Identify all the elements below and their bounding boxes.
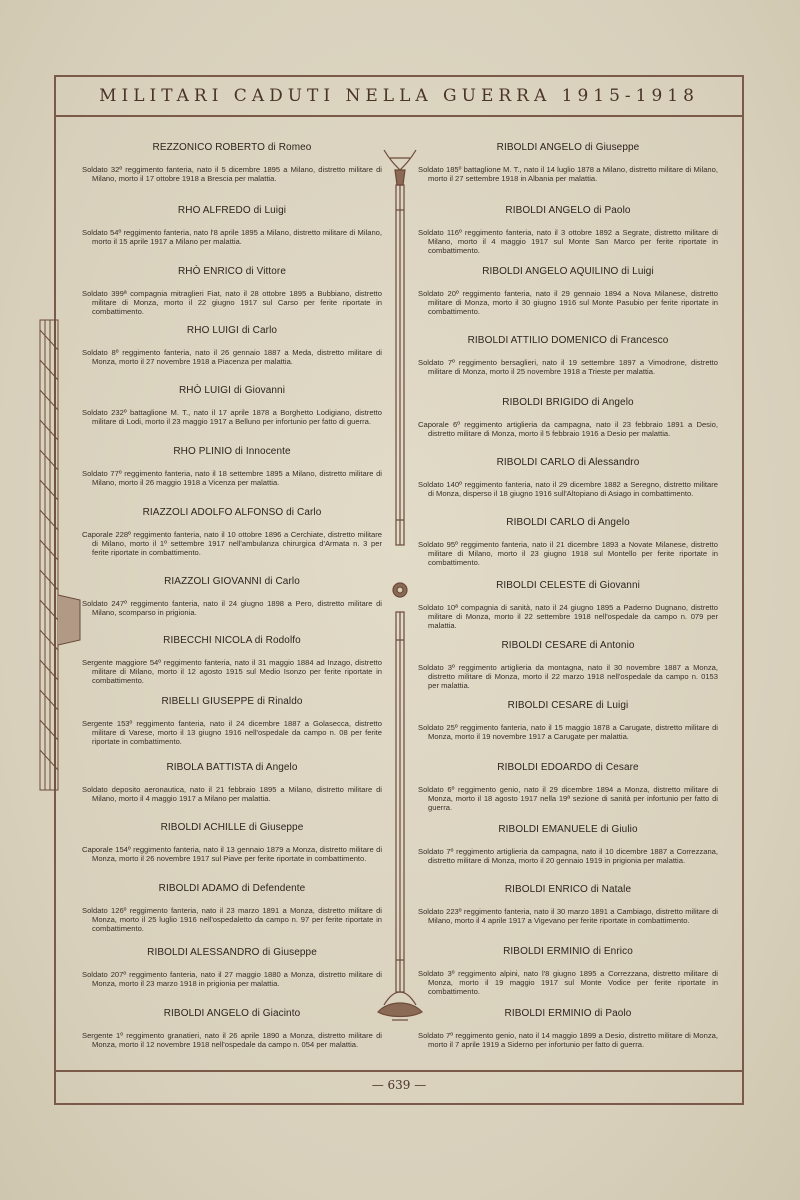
soldier-record: Soldato 126º reggimento fanteria, nato il 23 marzo 1891 a Monza, distretto militare di Monza, morto il 25 luglio 1916 nell'ospedaletto da campo n. 97 per ferite riportate in combattimento. (82, 906, 382, 933)
list-item (418, 640, 718, 690)
soldier-name: RIBOLDI EDOARDO di Cesare (497, 762, 639, 773)
soldier-name: RIBOLDI ENRICO di Natale (504, 884, 632, 895)
soldier-name: RHÒ ENRICO di Vittore (177, 266, 287, 277)
soldier-name: RIBOLDI ADAMO di Defendente (158, 883, 306, 894)
soldier-record: Soldato 8º reggimento fanteria, nato il 26 gennaio 1887 a Meda, distretto militare di Monza, morto il 27 novembre 1918 a Piacenza per malattia. (82, 348, 382, 366)
list-item (418, 205, 718, 255)
list-item (82, 205, 382, 246)
soldier-name: RIBOLDI ANGELO di Giacinto (163, 1008, 301, 1019)
soldier-record: Sergente 153º reggimento fanteria, nato il 24 dicembre 1887 a Golasecca, distretto militare di Varese, morto il 13 giugno 1916 nell'ospedale da campo n. 08 per ferite riportate in combattimento. (82, 719, 382, 746)
soldier-name: RIBELLI GIUSEPPE di Rinaldo (161, 696, 303, 707)
list-item (82, 762, 382, 803)
soldier-name: RIBOLDI CARLO di Alessandro (496, 457, 640, 468)
soldier-name: RIAZZOLI GIOVANNI di Carlo (164, 576, 300, 587)
soldier-record: Soldato 223º reggimento fanteria, nato il 30 marzo 1891 a Cambiago, distretto militare di Milano, morto il 4 aprile 1917 a Vigevano per ferite riportate in combattimento. (418, 907, 718, 925)
soldier-record: Soldato 247º reggimento fanteria, nato il 24 giugno 1898 a Pero, distretto militare di Milano, scomparso in prigionia. (82, 599, 382, 617)
list-item (82, 883, 382, 933)
list-item (82, 822, 382, 863)
soldier-name: RIBOLDI ACHILLE di Giuseppe (160, 822, 304, 833)
soldier-record: Soldato 54º reggimento fanteria, nato l'8 aprile 1895 a Milano, distretto militare di Milano, morto il 15 aprile 1917 a Milano per malattia. (82, 228, 382, 246)
soldier-record: Soldato deposito aeronautica, nato il 21 febbraio 1895 a Milano, distretto militare di Milano, morto il 4 maggio 1917 a Milano per malattia. (82, 785, 382, 803)
soldier-name: RIBOLDI ERMINIO di Enrico (503, 946, 633, 957)
list-item (82, 696, 382, 746)
list-item (82, 947, 382, 988)
soldier-name: RIAZZOLI ADOLFO ALFONSO di Carlo (142, 507, 322, 518)
list-item (418, 397, 718, 438)
soldier-record: Soldato 20º reggimento fanteria, nato il 29 gennaio 1894 a Nova Milanese, distretto militare di Monza, morto il 30 giugno 1916 sul Monte Pasubio per ferite riportate in combattimento. (418, 289, 718, 316)
soldier-name: RIBOLDI ATTILIO DOMENICO di Francesco (467, 335, 669, 346)
list-item (418, 142, 718, 183)
page-number: — 639 — (371, 1078, 427, 1092)
list-item (418, 762, 718, 812)
soldier-record: Soldato 232º battaglione M. T., nato il 17 aprile 1878 a Borghetto Lodigiano, distretto militare di Lodi, morto il 23 maggio 1917 a Belluno per infortunio per fatto di guerra. (82, 408, 382, 426)
list-item (82, 576, 382, 617)
list-item (418, 457, 718, 498)
list-item (82, 325, 382, 366)
soldier-record: Soldato 3º reggimento artiglieria da montagna, nato il 30 novembre 1887 a Monza, distretto militare di Monza, morto il 22 marzo 1918 nell'ospedale da campo n. 0153 per malattia. (418, 663, 718, 690)
soldier-record: Soldato 32º reggimento fanteria, nato il 5 dicembre 1895 a Milano, distretto militare di Milano, morto il 17 ottobre 1918 a Brescia per malattia. (82, 165, 382, 183)
soldier-name: RIBOLDI ANGELO di Paolo (505, 205, 631, 216)
soldier-name: RHO ALFREDO di Luigi (177, 205, 287, 216)
soldier-name: RIBOLA BATTISTA di Angelo (166, 762, 298, 773)
soldier-name: RIBOLDI CESARE di Antonio (501, 640, 635, 651)
soldier-record: Soldato 7º reggimento artiglieria da campagna, nato il 10 dicembre 1887 a Correzzana, distretto militare di Monza, morto il 20 gennaio 1919 in prigionia per malattia. (418, 847, 718, 865)
soldier-name: RIBOLDI ANGELO AQUILINO di Luigi (482, 266, 654, 277)
soldier-name: RIBOLDI ERMINIO di Paolo (504, 1008, 632, 1019)
soldier-name: RHO LUIGI di Carlo (186, 325, 278, 336)
soldier-name: RIBOLDI EMANUELE di Giulio (498, 824, 638, 835)
list-item (82, 385, 382, 426)
list-item (418, 1008, 718, 1049)
soldier-record: Sergente maggiore 54º reggimento fanteria, nato il 31 maggio 1884 ad Inzago, distretto militare di Milano, morto il 12 agosto 1915 sul Medio Isonzo per ferite riportate in combattimento. (82, 658, 382, 685)
list-item (82, 266, 382, 316)
list-item (82, 507, 382, 557)
soldier-name: RIBOLDI CELESTE di Giovanni (496, 580, 640, 591)
list-item (82, 446, 382, 487)
soldier-record: Soldato 77º reggimento fanteria, nato il 18 settembre 1895 a Milano, distretto militare di Milano, morto il 26 maggio 1918 a Vicenza per malattia. (82, 469, 382, 487)
soldier-record: Soldato 10ª compagnia di sanità, nato il 24 giugno 1895 a Paderno Dugnano, distretto militare di Monza, morto il 22 settembre 1918 nell'ospedale da campo n. 079 per malattia. (418, 603, 718, 630)
soldier-record: Soldato 7º reggimento genio, nato il 14 maggio 1899 a Desio, distretto militare di Monza, morto il 7 aprile 1919 a Siderno per infortunio per fatto di guerra. (418, 1031, 718, 1049)
list-item (418, 580, 718, 630)
list-item (82, 635, 382, 685)
soldier-record: Soldato 6º reggimento genio, nato il 29 dicembre 1894 a Monza, distretto militare di Monza, morto il 18 agosto 1917 nella 19ª sezione di sanità per infortunio per fatto di guerra. (418, 785, 718, 812)
soldier-record: Soldato 185º battaglione M. T., nato il 14 luglio 1878 a Milano, distretto militare di Milano, morto il 27 settembre 1918 in Albania per malattia. (418, 165, 718, 183)
soldier-record: Sergente 1º reggimento granatieri, nato il 26 aprile 1890 a Monza, distretto militare di Monza, morto il 12 novembre 1918 nell'ospedale da campo n. 054 per malattia. (82, 1031, 382, 1049)
soldier-record: Soldato 140º reggimento fanteria, nato il 29 dicembre 1882 a Seregno, distretto militare di Monza, disperso il 18 giugno 1916 sull'Altopiano di Asiago in combattimento. (418, 480, 718, 498)
list-item (82, 142, 382, 183)
list-item (418, 824, 718, 865)
soldier-name: RIBOLDI CESARE di Luigi (507, 700, 629, 711)
list-item (418, 884, 718, 925)
list-item (418, 700, 718, 741)
soldier-name: RIBOLDI ANGELO di Giuseppe (496, 142, 640, 153)
soldier-name: RHO PLINIO di Innocente (173, 446, 291, 457)
soldier-name: REZZONICO ROBERTO di Romeo (152, 142, 312, 153)
list-item (418, 946, 718, 996)
page-title: MILITARI CADUTI NELLA GUERRA 1915-1918 (99, 86, 699, 106)
soldier-name: RIBOLDI CARLO di Angelo (506, 517, 630, 528)
list-item (418, 517, 718, 567)
soldier-record: Caporale 6º reggimento artiglieria da campagna, nato il 23 febbraio 1891 a Desio, distretto militare di Monza, morto il 5 febbraio 1916 a Desio per malattia. (418, 420, 718, 438)
soldier-record: Caporale 154º reggimento fanteria, nato il 13 gennaio 1879 a Monza, distretto militare di Monza, morto il 26 novembre 1917 sul Piave per ferite riportate in combattimento. (82, 845, 382, 863)
soldier-record: Soldato 25º reggimento fanteria, nato il 15 maggio 1878 a Carugate, distretto militare di Monza, morto il 19 novembre 1917 a Carugate per malattia. (418, 723, 718, 741)
list-item (418, 335, 718, 376)
soldier-record: Caporale 228º reggimento fanteria, nato il 10 ottobre 1896 a Cerchiate, distretto militare di Milano, morto il 1º settembre 1917 nell'ambulanza chirurgica d'Armata n. 3 per ferite riportate in combattimento. (82, 530, 382, 557)
soldier-record: Soldato 399ª compagnia mitraglieri Fiat, nato il 28 ottobre 1895 a Bubbiano, distretto militare di Monza, morto il 22 giugno 1917 sul Carso per ferite riportate in combattimento. (82, 289, 382, 316)
soldier-record: Soldato 7º reggimento bersaglieri, nato il 19 settembre 1897 a Vimodrone, distretto militare di Monza, morto il 25 novembre 1918 a Trieste per malattia. (418, 358, 718, 376)
list-item (418, 266, 718, 316)
soldier-record: Soldato 116º reggimento fanteria, nato il 3 ottobre 1892 a Segrate, distretto militare di Milano, morto il 4 maggio 1917 sul Monte San Marco per ferite riportate in combattimento. (418, 228, 718, 255)
soldier-record: Soldato 95º reggimento fanteria, nato il 21 dicembre 1893 a Novate Milanese, distretto militare di Milano, morto il 23 giugno 1918 sul Montello per ferite riportate in combattimento. (418, 540, 718, 567)
soldier-record: Soldato 3º reggimento alpini, nato l'8 giugno 1895 a Correzzana, distretto militare di Monza, morto il 19 maggio 1917 sul Monte Vodice per ferite riportate in combattimento. (418, 969, 718, 996)
soldier-name: RHÒ LUIGI di Giovanni (178, 385, 286, 396)
soldier-name: RIBOLDI ALESSANDRO di Giuseppe (147, 947, 317, 958)
soldier-name: RIBECCHI NICOLA di Rodolfo (163, 635, 301, 646)
list-item (82, 1008, 382, 1049)
soldier-record: Soldato 207º reggimento fanteria, nato il 27 maggio 1880 a Monza, distretto militare di Monza, morto il 23 marzo 1918 in prigionia per malattia. (82, 970, 382, 988)
soldier-name: RIBOLDI BRIGIDO di Angelo (502, 397, 634, 408)
